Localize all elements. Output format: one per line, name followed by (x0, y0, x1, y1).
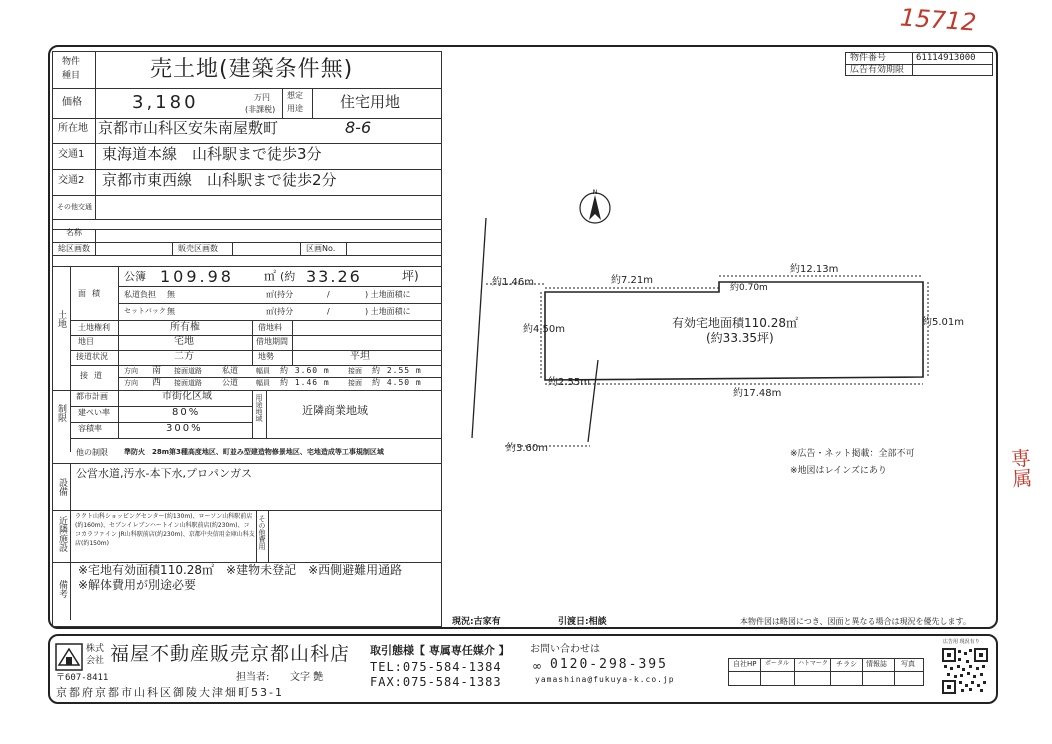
zone-value: 近隣商業地域 (302, 404, 368, 417)
ground-lease-label: 借地料 (258, 323, 282, 332)
road2-road-label: 接面道路 (174, 379, 202, 387)
price-unit: 万円 (254, 93, 270, 102)
road-status-value: 二方 (174, 351, 194, 362)
limits-section-label: 制限 (56, 404, 66, 422)
company-kaisha: 会社 (86, 656, 105, 666)
terrain-label: 地勢 (258, 352, 274, 361)
tel-number: TEL:075-584-1384 (370, 660, 502, 674)
road2-dir-label: 方向 (124, 379, 138, 387)
name-label: 名称 (66, 228, 82, 237)
media-tab-flyer: チラシ (836, 660, 857, 668)
land-section-label: 土地 (56, 310, 66, 328)
area-sqm: 109.98 (160, 267, 234, 286)
item-label-2: 種目 (62, 71, 81, 81)
contact-label: お問い合わせは (530, 644, 600, 655)
area-tsubo: 33.26 (306, 267, 362, 286)
other-transport-label: その他交通 (57, 203, 92, 211)
terrain-value: 平坦 (350, 351, 370, 362)
road2-type: 公道 (222, 378, 238, 387)
disclaimer: 本物件図は略図につき、図面と異なる場合は現況を優先します。 (740, 617, 971, 626)
road1-road-label: 接面道路 (174, 367, 202, 375)
map-area-text: 有効宅地面積110.28㎡ (672, 316, 798, 330)
location-value: 京都市山科区安朱南屋敷町 (98, 119, 279, 137)
property-no-value: 61114913000 (916, 53, 976, 63)
road2-dir: 西 (152, 378, 162, 388)
other-limits-label: 他の制限 (76, 448, 108, 457)
staff-label: 担当者: (236, 672, 270, 683)
dim-070: 約0.70m (730, 283, 768, 293)
category-label: 地目 (78, 337, 94, 346)
free-dial-number: 0120-298-395 (550, 657, 668, 672)
ad-expiry-label: 広告有効期限 (850, 65, 905, 75)
property-no-label: 物件番号 (850, 53, 887, 63)
road1-frontage-label: 接面 (348, 367, 362, 375)
lot-no-label: 区画No. (306, 244, 336, 253)
road2-frontage-label: 接面 (348, 379, 362, 387)
remarks-label: 備考 (57, 580, 67, 598)
registry-label: 公簿 (124, 270, 146, 283)
company-postal: 〒607-8411 (56, 673, 109, 683)
area-label: 面積 (78, 289, 106, 298)
remarks-line-1: ※宅地有効面積110.28㎡ ※建物未登記 ※西側避難用通路 (78, 563, 403, 577)
road2-width-label: 幅員 (256, 379, 270, 387)
remarks-line-2: ※解体費用が別途必要 (78, 578, 197, 592)
price-label: 価格 (62, 97, 82, 108)
city-plan-label: 都市計画 (76, 392, 108, 401)
transport2-label: 交通2 (58, 175, 85, 186)
other-limits-value: 準防火 28m第3種高度地区、町並み型建造物修景地区、宅地造成等工事規制区域 (124, 448, 384, 456)
transport1-value: 東海道本線 山科駅まで徒歩3分 (102, 145, 322, 163)
map-note-2: ※地図はレインズにあり (790, 466, 887, 476)
setback-slash: / (327, 307, 330, 316)
email-address: yamashina@fukuya-k.co.jp (535, 675, 675, 684)
facilities-label: 設備 (57, 478, 67, 496)
road-label: 接道 (80, 371, 108, 380)
coverage-label: 建ぺい率 (78, 408, 110, 417)
media-tab-hato: ハトマーク (798, 660, 828, 667)
transport2-value: 京都市東西線 山科駅まで徒歩2分 (102, 171, 337, 189)
media-tab-portal: ポータル (765, 660, 790, 667)
facilities-value: 公営水道,汚水-本下水,プロパンガス (76, 467, 252, 480)
lease-period-label: 借地期間 (256, 337, 288, 346)
far-label: 容積率 (78, 424, 102, 433)
nearby-value: ラクト山科ショッピングセンター(約130m)、ローソン山科駅前店(約160m)、セブンイレブンハートイン山科駅前店(約230m)、ココカラファイン JR山科駅前店(約230m)、京都中央信用金庫山科支店(約150m) (75, 513, 255, 547)
road1-dir: 南 (152, 366, 162, 376)
setback-land: ) 土地面積に (365, 307, 411, 316)
road2-width: 約 1.46 m (280, 378, 330, 387)
page-title: 売土地(建築条件無) (150, 57, 354, 82)
private-road-unit: ㎡(持分 (266, 290, 294, 299)
staff-name: 文字 艶 (290, 672, 324, 683)
road1-dir-label: 方向 (124, 367, 138, 375)
delivery-status: 引渡日:相談 (558, 617, 607, 627)
road1-type: 私道 (222, 366, 238, 375)
price-tax: (非課税) (245, 105, 276, 114)
road-status-label: 接道状況 (76, 352, 108, 361)
total-lots-label: 総区画数 (58, 244, 90, 253)
rights-label: 土地権利 (78, 323, 110, 332)
stamp-number: 15712 (899, 3, 978, 37)
private-road-land: ) 土地面積に (365, 290, 411, 299)
company-name: 福屋不動産販売京都山科店 (110, 643, 351, 665)
sale-lots-label: 販売区画数 (178, 244, 218, 253)
city-plan-value: 市街化区域 (162, 391, 212, 402)
dim-501: 約5.01m (922, 317, 965, 328)
area-tsubo-unit: 坪) (402, 269, 419, 283)
other-costs-label: その他費用 (258, 515, 266, 550)
nearby-label: 近隣施設 (57, 516, 67, 552)
print-note: 広告用 現況有り (943, 639, 980, 645)
assumed-use-label-2: 用途 (287, 104, 303, 113)
north-arrow-icon (580, 193, 610, 223)
fax-number: FAX:075-584-1383 (370, 675, 502, 689)
setback-label: セットバック (124, 307, 166, 315)
rights-value: 所有権 (170, 322, 200, 333)
dim-1213: 約12.13m (790, 264, 839, 275)
transaction-mode: 取引態様【 専属専任媒介 】 (370, 644, 510, 657)
company-logo-icon (55, 643, 83, 671)
company-address: 京都府京都市山科区御陵大津畑町53-1 (56, 686, 284, 699)
free-dial-icon: ∞ (532, 659, 542, 673)
map-note-1: ※広告・ネット掲載：全部不可 (790, 449, 915, 459)
item-label-1: 物件 (62, 57, 81, 67)
dim-146: 約1.46m (492, 277, 535, 288)
qr-code-icon (942, 648, 988, 694)
media-tab-hp: 自社HP (733, 660, 757, 668)
coverage-value: 80% (172, 407, 201, 418)
private-road-label: 私道負担 (124, 290, 156, 299)
assumed-use-value: 住宅用地 (340, 93, 401, 111)
area-sqm-unit: ㎡ (264, 269, 277, 283)
private-road-slash: / (327, 290, 330, 299)
dim-721: 約7.21m (611, 275, 654, 286)
dim-1748: 約17.48m (733, 388, 782, 399)
transport1-label: 交通1 (58, 149, 85, 160)
current-status: 現況:古家有 (452, 617, 501, 627)
location-label: 所在地 (58, 123, 88, 134)
area-tsubo-prefix: (約 (280, 270, 296, 283)
map-area-text-2: (約33.35坪) (706, 331, 774, 345)
price-value: 3,180 (132, 92, 199, 113)
north-label: N (592, 189, 598, 196)
assumed-use-label-1: 想定 (287, 91, 303, 100)
dim-360: 約3.60m (506, 443, 549, 454)
category-value: 宅地 (174, 336, 194, 347)
setback-value: 無 (167, 307, 175, 316)
road2-frontage: 約 4.50 m (372, 378, 422, 387)
road1-frontage: 約 2.55 m (372, 366, 422, 375)
dim-450: 約4.50m (523, 324, 566, 335)
setback-unit: ㎡(持分 (266, 307, 294, 316)
dim-255: 約2.55m (548, 377, 591, 388)
far-value: 300% (166, 423, 203, 434)
stamp-tag: 専属 (1006, 447, 1034, 489)
site-map (450, 180, 990, 620)
media-tab-magazine: 情報誌 (866, 660, 887, 668)
media-tab-photo: 写真 (901, 660, 915, 668)
location-handwritten: 8-6 (345, 118, 372, 137)
private-road-value: 無 (167, 290, 175, 299)
road1-width: 約 3.60 m (280, 366, 330, 375)
road1-width-label: 幅員 (256, 367, 270, 375)
company-kabu: 株式 (86, 644, 105, 654)
zone-label: 用途地域 (255, 394, 263, 422)
